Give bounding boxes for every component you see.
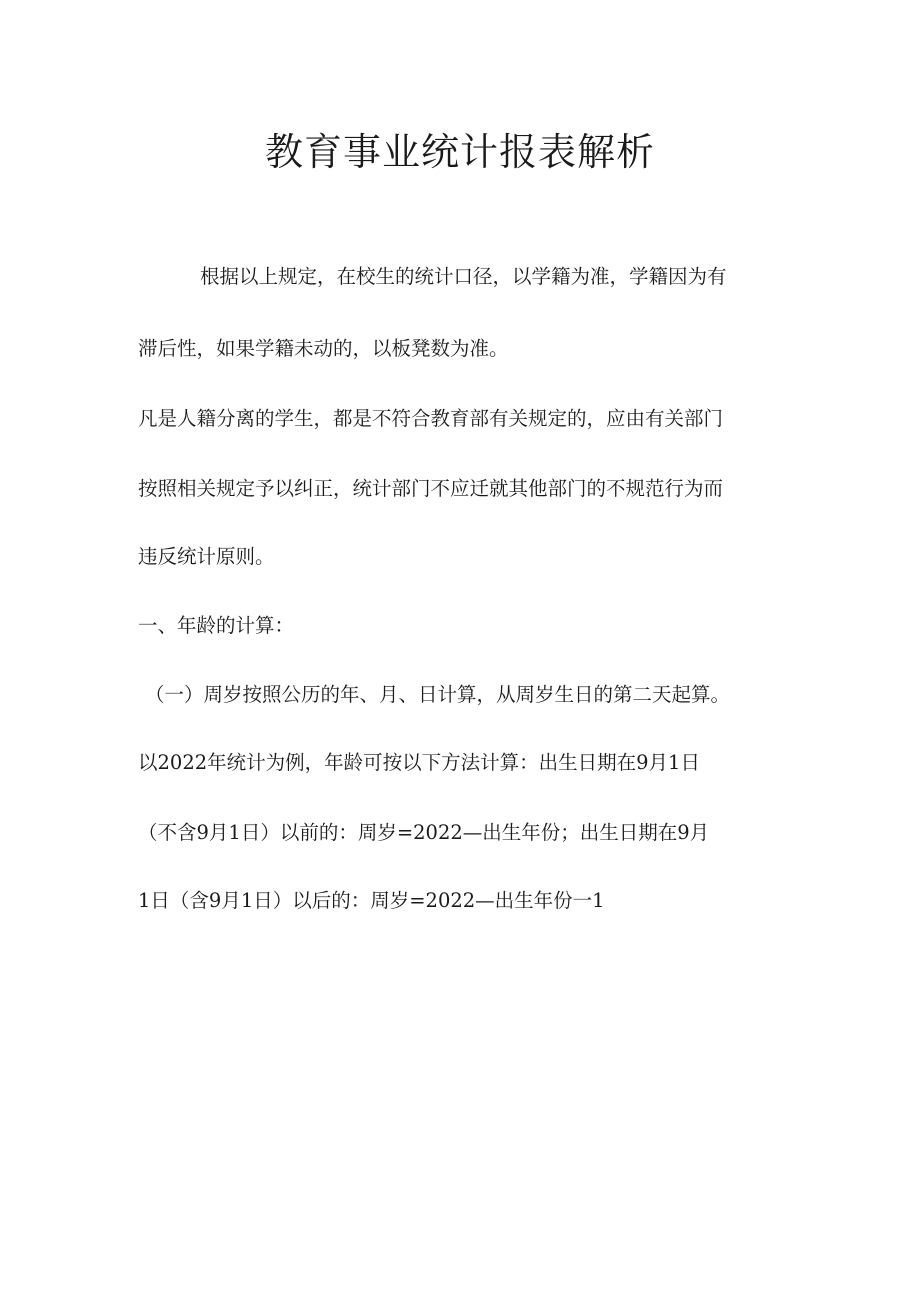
paragraph-line: 凡是人籍分离的学生，都是不符合教育部有关规定的，应由有关部门 — [138, 407, 724, 430]
section-heading: 一、年龄的计算： — [138, 614, 295, 637]
paragraph-line: 根据以上规定，在校生的统计口径，以学籍为准，学籍因为有 — [200, 265, 727, 288]
document-title: 教育事业统计报表解析 — [264, 130, 655, 174]
paragraph-line: 1日（含9月1日）以后的：周岁=2022—出生年份一1 — [138, 889, 605, 912]
paragraph-line: （不含9月1日）以前的：周岁=2022—出生年份；出生日期在9月 — [138, 821, 710, 844]
paragraph-line: 按照相关规定予以纠正，统计部门不应迁就其他部门的不规范行为而 — [138, 477, 724, 500]
paragraph-line: 以2022年统计为例，年龄可按以下方法计算：出生日期在9月1日 — [138, 751, 700, 774]
paragraph-line: 滞后性，如果学籍未动的，以板凳数为准。 — [138, 337, 509, 360]
paragraph-line: （一）周岁按照公历的年、月、日计算，从周岁生日的第二天起算。 — [145, 683, 731, 706]
paragraph-line: 违反统计原则。 — [138, 545, 275, 568]
